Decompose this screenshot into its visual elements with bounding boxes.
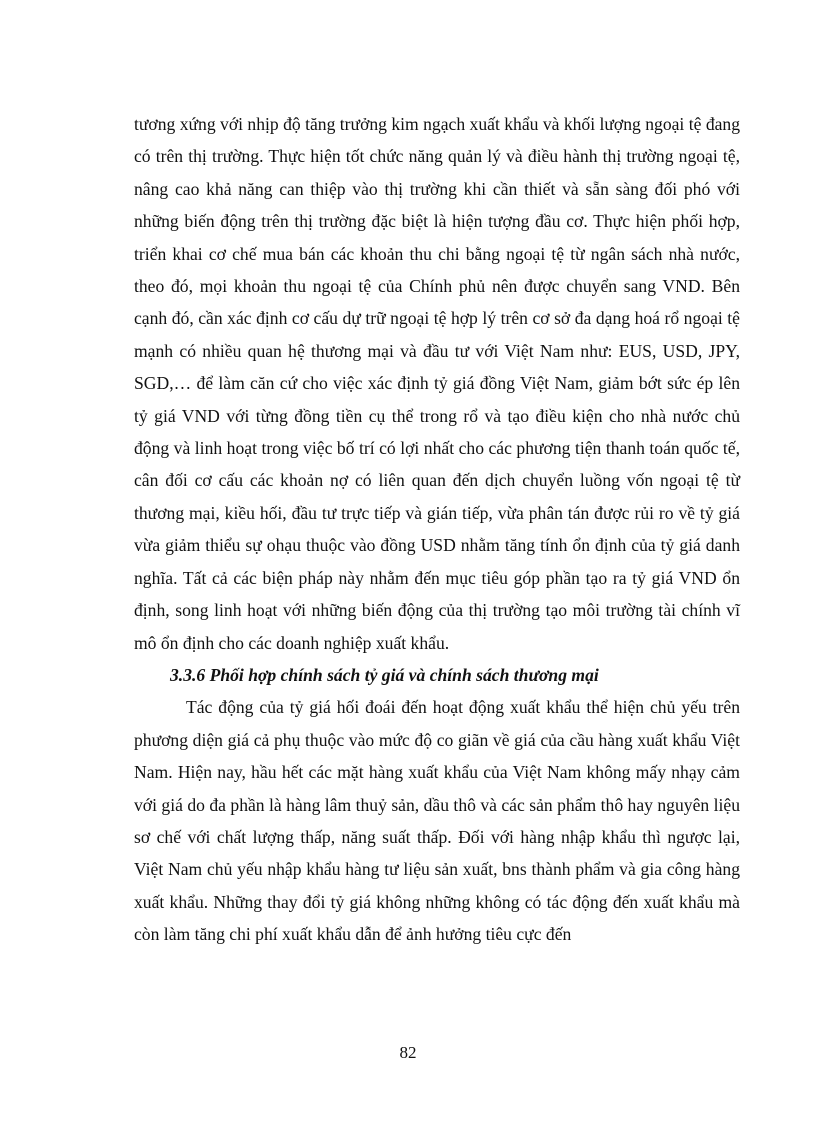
page-content: [134, 108, 740, 951]
page-number: 82: [399, 1043, 417, 1062]
section-heading: 3.3.6 Phối hợp chính sách tỷ giá và chính sách thương mại: [170, 664, 599, 685]
body-paragraph-2: Tác động của tỷ giá hối đoái đến hoạt động xuất khẩu thể hiện chủ yếu trên phương diện giá cả phụ thuộc vào mức độ co giãn về giá của cầu hàng xuất khẩu Việt Nam. Hiện nay, hầu hết các mặt hàng xuất khẩu của Việt Nam không mấy nhạy cảm với giá do đa phần là hàng lâm thuỷ sản, dầu thô và các sản phẩm thô hay nguyên liệu sơ chế với chất lượng thấp, năng suất thấp. Đối với hàng nhập khẩu thì ngược lại, Việt Nam chủ yếu nhập khẩu hàng tư liệu sản xuất, bns thành phẩm và gia công hàng xuất khẩu. Những thay đổi tỷ giá không những không có tác động đến xuất khẩu mà còn làm tăng chi phí xuất khẩu dẫn để ảnh hưởng tiêu cực đến: [134, 697, 740, 945]
body-paragraph-1: tương xứng với nhịp độ tăng trưởng kim ngạch xuất khẩu và khối lượng ngoại tệ đang có trên thị trường. Thực hiện tốt chức năng quản lý và điều hành thị trường ngoại tệ, nâng cao khả năng can thiệp vào thị trường khi cần thiết và sẵn sàng đối phó với những biến động trên thị trường đặc biệt là hiện tượng đầu cơ. Thực hiện phối hợp, triển khai cơ chế mua bán các khoản thu chi bằng ngoại tệ từ ngân sách nhà nước, theo đó, mọi khoản thu ngoại tệ của Chính phủ nên được chuyển sang VND. Bên cạnh đó, cần xác định cơ cấu dự trữ ngoại tệ hợp lý trên cơ sở đa dạng hoá rổ ngoại tệ mạnh có nhiều quan hệ thương mại và đầu tư với Việt Nam như: EUS, USD, JPY, SGD,… để làm căn cứ cho việc xác định tỷ giá đồng Việt Nam, giảm bớt sức ép lên tỷ giá VND với từng đồng tiền cụ thể trong rổ và tạo điều kiện cho nhà nước chủ động và linh hoạt trong việc bố trí có lợi nhất cho các phương tiện thanh toán quốc tế, cân đối cơ cấu các khoản nợ có liên quan đến dịch chuyển luồng vốn ngoại tệ từ thương mại, kiều hối, đầu tư trực tiếp và gián tiếp, vừa phân tán được rủi ro về tỷ giá vừa giảm thiểu sự ohạu thuộc vào đồng USD nhằm tăng tính ổn định của tỷ giá danh nghĩa. Tất cả các biện pháp này nhằm đến mục tiêu góp phần tạo ra tỷ giá VND ổn định, song linh hoạt với những biến động của thị trường tạo môi trường tài chính vĩ mô ổn định cho các doanh nghiệp xuất khẩu.: [134, 114, 741, 653]
